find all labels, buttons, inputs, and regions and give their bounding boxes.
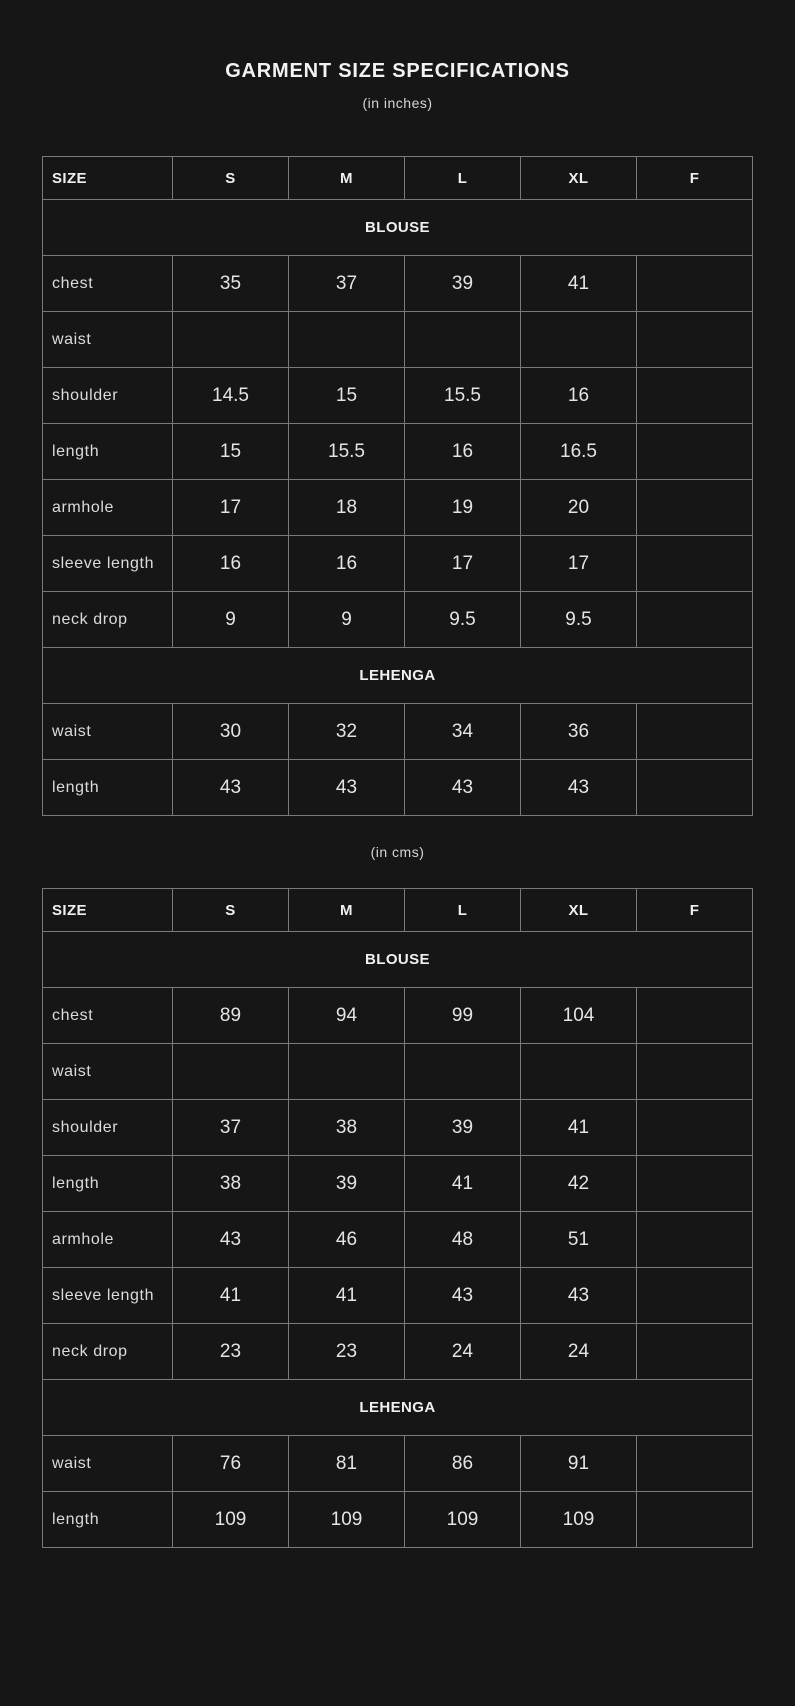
- table-row: [43, 592, 753, 648]
- cell-value: 23: [173, 1324, 289, 1380]
- cell-value: 109: [521, 1492, 637, 1548]
- section-row-lehenga: [43, 1380, 753, 1436]
- cell-value: 15: [289, 368, 405, 424]
- cell-value: 16: [521, 368, 637, 424]
- row-label: chest: [43, 988, 173, 1044]
- table-row: [43, 312, 753, 368]
- cell-value: [637, 424, 753, 480]
- row-label: length: [43, 760, 173, 816]
- section-label-blouse: BLOUSE: [43, 200, 753, 256]
- table-header-row: [43, 157, 753, 200]
- cell-value: [637, 256, 753, 312]
- cell-value: 16.5: [521, 424, 637, 480]
- row-label: neck drop: [43, 1324, 173, 1380]
- cell-value: 42: [521, 1156, 637, 1212]
- header-cell-xl: XL: [521, 889, 637, 932]
- cell-value: 18: [289, 480, 405, 536]
- cell-value: 41: [521, 256, 637, 312]
- table-row: [43, 1268, 753, 1324]
- cell-value: [173, 1044, 289, 1100]
- table-row: [43, 1212, 753, 1268]
- table-row: [43, 1436, 753, 1492]
- table-row: [43, 1100, 753, 1156]
- cell-value: 24: [405, 1324, 521, 1380]
- cell-value: 19: [405, 480, 521, 536]
- section-label-blouse: BLOUSE: [43, 932, 753, 988]
- cell-value: 38: [289, 1100, 405, 1156]
- size-table-inches: [42, 156, 753, 816]
- table-row: [43, 1492, 753, 1548]
- cell-value: 17: [173, 480, 289, 536]
- cell-value: 20: [521, 480, 637, 536]
- cell-value: 15: [173, 424, 289, 480]
- table-row: [43, 256, 753, 312]
- cell-value: 35: [173, 256, 289, 312]
- cell-value: 16: [289, 536, 405, 592]
- cell-value: [521, 312, 637, 368]
- header-cell-m: M: [289, 157, 405, 200]
- cell-value: 41: [289, 1268, 405, 1324]
- row-label: length: [43, 1492, 173, 1548]
- cell-value: 43: [521, 760, 637, 816]
- cell-value: 89: [173, 988, 289, 1044]
- page-title: GARMENT SIZE SPECIFICATIONS: [225, 60, 570, 82]
- cell-value: [637, 368, 753, 424]
- cell-value: [637, 592, 753, 648]
- cell-value: 32: [289, 704, 405, 760]
- row-label: armhole: [43, 1212, 173, 1268]
- row-label: neck drop: [43, 592, 173, 648]
- cell-value: [637, 480, 753, 536]
- cell-value: 109: [289, 1492, 405, 1548]
- table-row: [43, 704, 753, 760]
- cell-value: [637, 1156, 753, 1212]
- cell-value: 24: [521, 1324, 637, 1380]
- cell-value: 104: [521, 988, 637, 1044]
- header-cell-s: S: [173, 889, 289, 932]
- cell-value: 86: [405, 1436, 521, 1492]
- header-cell-f: F: [637, 157, 753, 200]
- cell-value: 41: [521, 1100, 637, 1156]
- section-label-lehenga: LEHENGA: [43, 1380, 753, 1436]
- cell-value: 51: [521, 1212, 637, 1268]
- table-row: [43, 1044, 753, 1100]
- cell-value: 46: [289, 1212, 405, 1268]
- cell-value: 109: [173, 1492, 289, 1548]
- cell-value: [405, 1044, 521, 1100]
- cell-value: 16: [173, 536, 289, 592]
- row-label: waist: [43, 1044, 173, 1100]
- row-label: armhole: [43, 480, 173, 536]
- header-cell-size: SIZE: [43, 157, 173, 200]
- table-row: [43, 480, 753, 536]
- cell-value: 14.5: [173, 368, 289, 424]
- row-label: length: [43, 1156, 173, 1212]
- table-row: [43, 760, 753, 816]
- cell-value: 43: [405, 760, 521, 816]
- size-table-cms: [42, 888, 753, 1548]
- cell-value: 39: [289, 1156, 405, 1212]
- cell-value: 39: [405, 1100, 521, 1156]
- cell-value: [637, 1436, 753, 1492]
- table-row: [43, 536, 753, 592]
- cell-value: 94: [289, 988, 405, 1044]
- cell-value: [637, 1212, 753, 1268]
- cell-value: [637, 704, 753, 760]
- row-label: waist: [43, 312, 173, 368]
- cell-value: 91: [521, 1436, 637, 1492]
- cell-value: 17: [405, 536, 521, 592]
- header-cell-l: L: [405, 889, 521, 932]
- cell-value: [637, 1492, 753, 1548]
- header-cell-size: SIZE: [43, 889, 173, 932]
- row-label: length: [43, 424, 173, 480]
- cell-value: [637, 536, 753, 592]
- cell-value: 37: [173, 1100, 289, 1156]
- cell-value: 16: [405, 424, 521, 480]
- unit-label-cms: (in cms): [370, 844, 425, 860]
- table-row: [43, 1324, 753, 1380]
- cell-value: 38: [173, 1156, 289, 1212]
- table-row: [43, 368, 753, 424]
- row-label: chest: [43, 256, 173, 312]
- table-row: [43, 988, 753, 1044]
- cell-value: 37: [289, 256, 405, 312]
- cell-value: 109: [405, 1492, 521, 1548]
- cell-value: 76: [173, 1436, 289, 1492]
- cell-value: [289, 312, 405, 368]
- cell-value: 43: [405, 1268, 521, 1324]
- cell-value: 34: [405, 704, 521, 760]
- cell-value: 23: [289, 1324, 405, 1380]
- cell-value: [289, 1044, 405, 1100]
- table-row: [43, 1156, 753, 1212]
- cell-value: [637, 1100, 753, 1156]
- cell-value: 9.5: [521, 592, 637, 648]
- table-header-row: [43, 889, 753, 932]
- header-cell-m: M: [289, 889, 405, 932]
- header-cell-s: S: [173, 157, 289, 200]
- cell-value: 39: [405, 256, 521, 312]
- header-cell-l: L: [405, 157, 521, 200]
- cell-value: [637, 760, 753, 816]
- cell-value: 9: [173, 592, 289, 648]
- cell-value: 43: [289, 760, 405, 816]
- header-cell-xl: XL: [521, 157, 637, 200]
- row-label: sleeve length: [43, 536, 173, 592]
- unit-label-inches: (in inches): [362, 95, 433, 111]
- cell-value: 15.5: [405, 368, 521, 424]
- cell-value: [521, 1044, 637, 1100]
- cell-value: 9.5: [405, 592, 521, 648]
- row-label: shoulder: [43, 368, 173, 424]
- cell-value: [637, 1268, 753, 1324]
- cell-value: 43: [173, 1212, 289, 1268]
- row-label: waist: [43, 1436, 173, 1492]
- cell-value: [637, 1044, 753, 1100]
- cell-value: 41: [173, 1268, 289, 1324]
- cell-value: 99: [405, 988, 521, 1044]
- cell-value: [637, 1324, 753, 1380]
- header-cell-f: F: [637, 889, 753, 932]
- row-label: sleeve length: [43, 1268, 173, 1324]
- row-label: shoulder: [43, 1100, 173, 1156]
- section-row-blouse: [43, 200, 753, 256]
- cell-value: 17: [521, 536, 637, 592]
- cell-value: 30: [173, 704, 289, 760]
- cell-value: [173, 312, 289, 368]
- section-label-lehenga: LEHENGA: [43, 648, 753, 704]
- cell-value: [405, 312, 521, 368]
- section-row-lehenga: [43, 648, 753, 704]
- cell-value: 48: [405, 1212, 521, 1268]
- table-row: [43, 424, 753, 480]
- cell-value: 41: [405, 1156, 521, 1212]
- cell-value: 43: [173, 760, 289, 816]
- cell-value: [637, 988, 753, 1044]
- cell-value: 43: [521, 1268, 637, 1324]
- cell-value: 81: [289, 1436, 405, 1492]
- cell-value: 9: [289, 592, 405, 648]
- cell-value: 15.5: [289, 424, 405, 480]
- cell-value: 36: [521, 704, 637, 760]
- section-row-blouse: [43, 932, 753, 988]
- row-label: waist: [43, 704, 173, 760]
- cell-value: [637, 312, 753, 368]
